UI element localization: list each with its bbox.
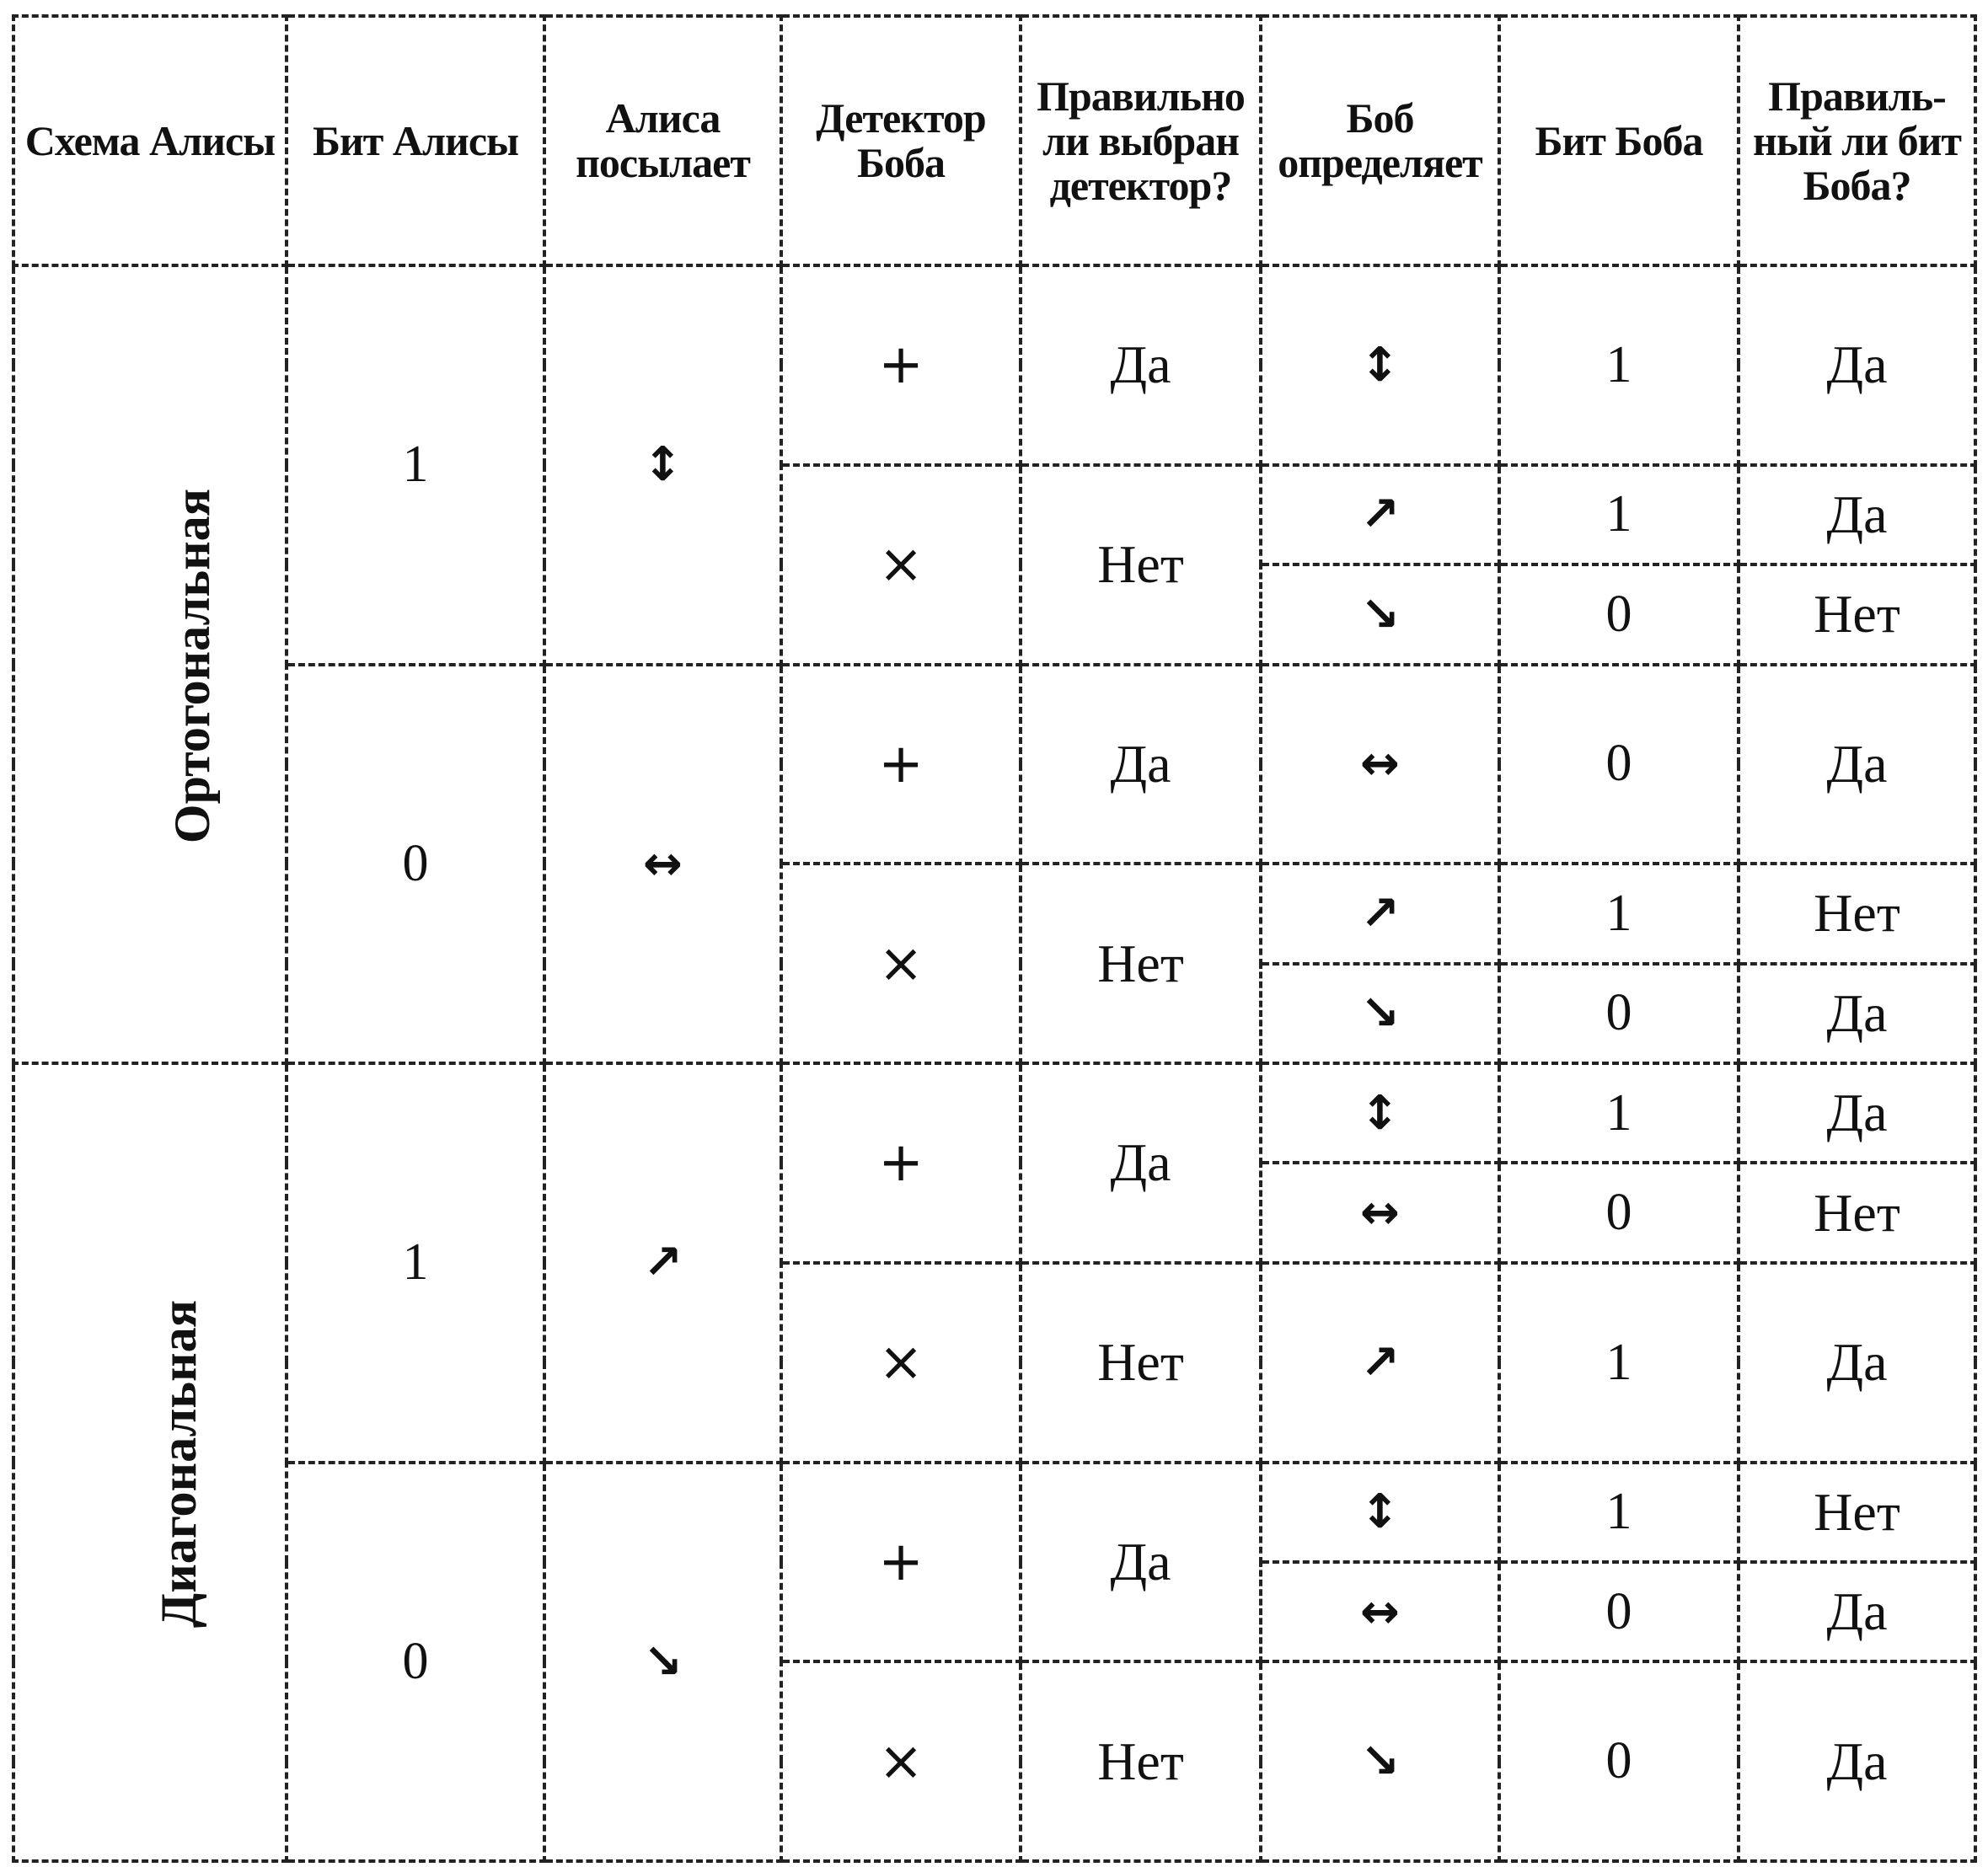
scheme-diagonal-cell	[13, 1063, 287, 1861]
table-row	[13, 1463, 1975, 1562]
bob-bit-correct-cell: Да	[1739, 1661, 1975, 1861]
table-row	[13, 265, 1975, 365]
detector-correct-cell: Нет	[1021, 1661, 1261, 1861]
detector-cross-cell: ×	[781, 465, 1021, 665]
bob-polarization-diagonal-up-icon: ↗	[1261, 864, 1499, 963]
bob-polarization-diagonal-down-icon: ↘	[1261, 564, 1499, 664]
detector-correct-cell: Нет	[1021, 864, 1261, 1063]
bob-bit-cell: 0	[1499, 964, 1739, 1063]
bob-bit-correct-cell: Да	[1739, 964, 1975, 1063]
detector-correct-cell: Да	[1021, 665, 1261, 864]
bb84-protocol-table	[12, 14, 1977, 1863]
detector-cross-cell: ×	[781, 1263, 1021, 1463]
header-alice-scheme: Схема Алисы	[13, 16, 287, 265]
alice-polarization-horizontal-icon: ↔	[544, 665, 781, 1064]
detector-plus-cell: +	[781, 1063, 1021, 1263]
bob-polarization-horizontal-icon: ↔	[1261, 1163, 1499, 1262]
detector-correct-cell: Да	[1021, 265, 1261, 465]
bob-bit-correct-cell: Нет	[1739, 864, 1975, 963]
header-bob-detector: Детектор Боба	[781, 16, 1021, 265]
alice-polarization-diagonal-down-icon: ↘	[544, 1463, 781, 1862]
alice-bit-cell: 0	[287, 1463, 544, 1862]
detector-plus-cell: +	[781, 1463, 1021, 1662]
header-row	[13, 16, 1975, 265]
bob-polarization-horizontal-icon: ↔	[1261, 665, 1499, 864]
table-row	[13, 665, 1975, 764]
detector-correct-cell: Нет	[1021, 465, 1261, 665]
bob-polarization-diagonal-up-icon: ↗	[1261, 465, 1499, 564]
detector-correct-cell: Да	[1021, 1463, 1261, 1662]
header-bob-bit: Бит Боба	[1499, 16, 1739, 265]
bob-bit-correct-cell: Нет	[1739, 564, 1975, 664]
bob-bit-cell: 0	[1499, 1661, 1739, 1861]
table-row	[13, 1063, 1975, 1163]
detector-correct-cell: Да	[1021, 1063, 1261, 1263]
scheme-diagonal-label: Диагональная	[151, 1299, 207, 1628]
alice-bit-cell: 1	[287, 265, 544, 665]
detector-plus-cell: +	[781, 665, 1021, 864]
bob-bit-cell: 0	[1499, 665, 1739, 864]
bob-polarization-vertical-icon: ↕	[1261, 1463, 1499, 1562]
bob-bit-cell: 0	[1499, 564, 1739, 664]
bob-bit-correct-cell: Нет	[1739, 1163, 1975, 1262]
bob-bit-cell: 1	[1499, 265, 1739, 465]
bob-bit-correct-cell: Да	[1739, 1562, 1975, 1661]
header-detector-correct: Правильно ли выбран детектор?	[1021, 16, 1261, 265]
scheme-orthogonal-cell	[13, 265, 287, 1063]
bob-bit-correct-cell: Да	[1739, 465, 1975, 564]
detector-correct-cell: Нет	[1021, 1263, 1261, 1463]
header-bob-bit-correct: Правиль-ный ли бит Боба?	[1739, 16, 1975, 265]
detector-cross-cell: ×	[781, 864, 1021, 1063]
alice-polarization-vertical-icon: ↕	[544, 265, 781, 665]
bob-bit-cell: 0	[1499, 1163, 1739, 1262]
header-alice-bit: Бит Алисы	[287, 16, 544, 265]
bob-bit-correct-cell: Нет	[1739, 1463, 1975, 1562]
bob-bit-correct-cell: Да	[1739, 265, 1975, 465]
bob-bit-cell: 1	[1499, 864, 1739, 963]
scheme-orthogonal-label: Ортогональная	[164, 488, 221, 843]
bob-bit-cell: 1	[1499, 1063, 1739, 1163]
alice-polarization-diagonal-up-icon: ↗	[544, 1063, 781, 1463]
header-bob-determines: Боб определяет	[1261, 16, 1499, 265]
bob-bit-cell: 0	[1499, 1562, 1739, 1661]
bob-polarization-vertical-icon: ↕	[1261, 1063, 1499, 1163]
bob-bit-cell: 1	[1499, 465, 1739, 564]
bob-bit-correct-cell: Да	[1739, 1263, 1975, 1463]
bob-polarization-vertical-icon: ↕	[1261, 265, 1499, 465]
bob-bit-cell: 1	[1499, 1263, 1739, 1463]
header-alice-sends: Алиса посылает	[544, 16, 781, 265]
bob-polarization-diagonal-down-icon: ↘	[1261, 1661, 1499, 1861]
bob-bit-correct-cell: Да	[1739, 665, 1975, 864]
bob-polarization-horizontal-icon: ↔	[1261, 1562, 1499, 1661]
alice-bit-cell: 0	[287, 665, 544, 1064]
bob-bit-correct-cell: Да	[1739, 1063, 1975, 1163]
bob-polarization-diagonal-up-icon: ↗	[1261, 1263, 1499, 1463]
bob-bit-cell: 1	[1499, 1463, 1739, 1562]
alice-bit-cell: 1	[287, 1063, 544, 1463]
detector-plus-cell: +	[781, 265, 1021, 465]
detector-cross-cell: ×	[781, 1661, 1021, 1861]
bob-polarization-diagonal-down-icon: ↘	[1261, 964, 1499, 1063]
